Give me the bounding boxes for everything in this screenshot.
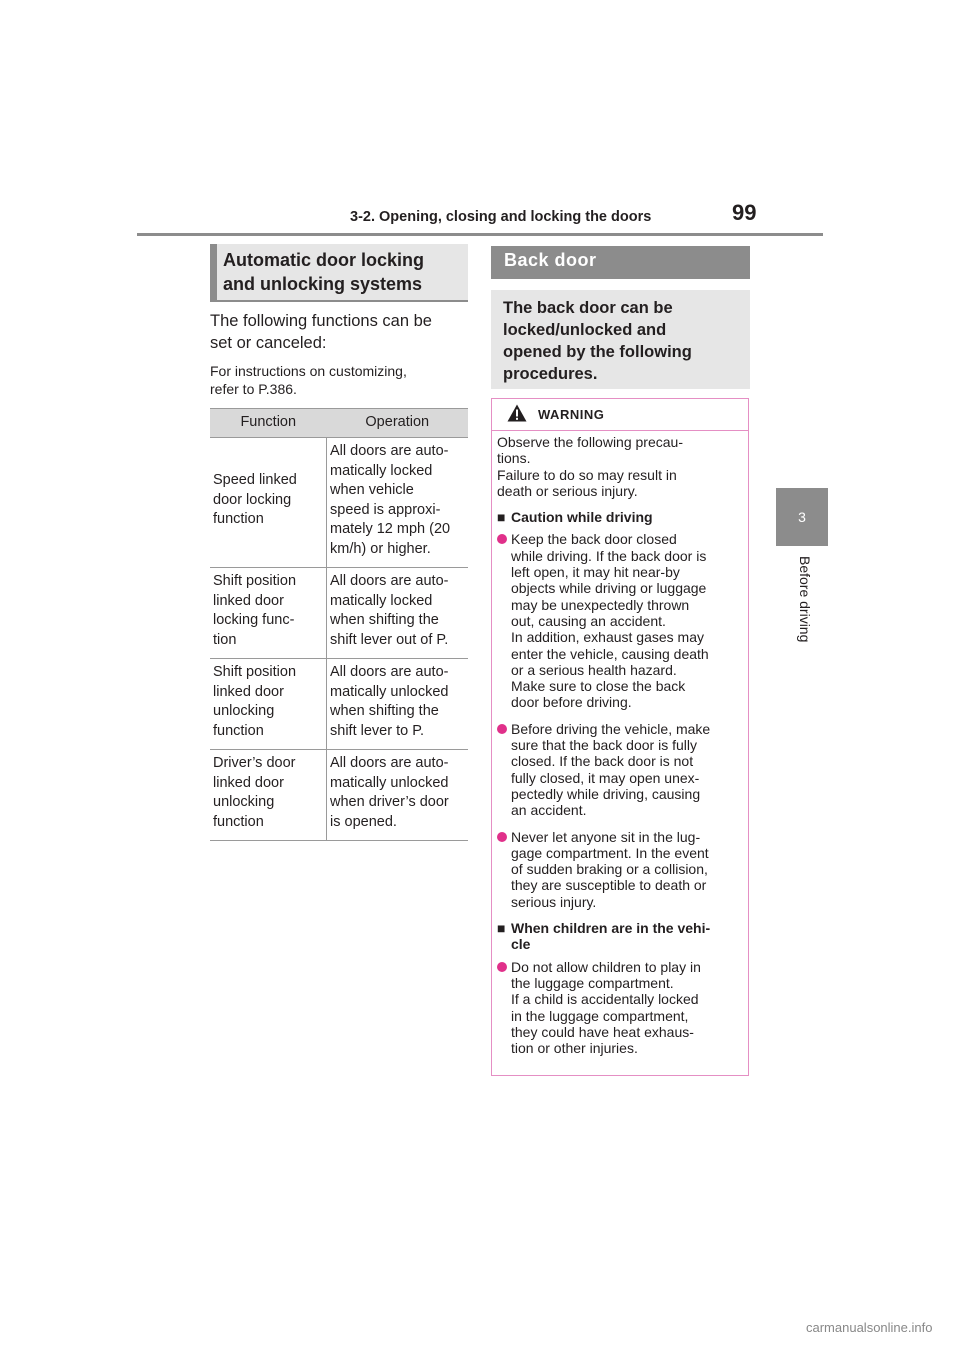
bullet-dot-icon [497, 534, 507, 544]
cell-line: function [213, 813, 264, 830]
cell-line: when shifting the [330, 703, 439, 719]
text-line: sure that the back door is fully [511, 737, 697, 754]
bullet-dot-icon [497, 832, 507, 842]
cell-line: Driver’s door [213, 755, 296, 771]
warning-bullet [497, 959, 741, 1057]
function-cell [210, 750, 327, 841]
text-line: tions. [497, 450, 531, 467]
intro-text [210, 310, 470, 354]
text-line: in the luggage compartment, [511, 1007, 689, 1024]
operation-cell [327, 659, 469, 750]
cell-line: when shifting the [330, 612, 439, 628]
text-line: closed. If the back door is not [511, 753, 694, 770]
cell-line: matically locked [330, 462, 433, 479]
warning-bullet [497, 829, 741, 910]
warning-subhead [497, 920, 741, 953]
text-line: objects while driving or luggage [511, 580, 707, 597]
text-line: enter the vehicle, causing death [511, 645, 709, 662]
running-header-title: 3-2. Opening, closing and locking the doors [350, 209, 652, 225]
cell-line: locking func- [213, 612, 295, 628]
text-line: the luggage compartment. [511, 974, 674, 991]
text-line: of sudden braking or a collision, [511, 861, 708, 878]
cell-line: mately 12 mph (20 [330, 521, 451, 537]
operation-cell [327, 438, 469, 568]
subheading-line: opened by the following [503, 343, 692, 361]
table-row [210, 750, 468, 841]
warning-bullet [497, 721, 741, 819]
subheading-line: procedures. [503, 365, 598, 383]
text-line: fully closed, it may open unex- [511, 769, 700, 786]
cell-line: All doors are auto- [330, 443, 449, 459]
header-rule [137, 233, 823, 236]
cell-line: tion [213, 631, 237, 648]
section-heading-door-locking [210, 244, 468, 302]
cell-line: linked door [213, 683, 284, 700]
subheading-line: locked/unlocked and [503, 321, 667, 339]
function-cell [210, 568, 327, 659]
cell-line: function [213, 722, 264, 739]
text-line: Never let anyone sit in the lug- [511, 828, 701, 845]
warning-body [492, 431, 748, 1056]
function-table [210, 408, 468, 841]
text-line: Do not allow children to play in [511, 958, 701, 975]
text-line: If a child is accidentally locked [511, 991, 699, 1008]
text-line: tion or other injuries. [511, 1040, 638, 1057]
text-line: left open, it may hit near-by [511, 564, 680, 581]
heading-line: Automatic door locking [223, 250, 425, 270]
cell-line: shift lever to P. [330, 722, 425, 739]
operation-cell [327, 750, 469, 841]
text-line: or a serious health hazard. [511, 661, 677, 678]
cell-line: Shift position [213, 664, 297, 680]
watermark: carmanualsonline.info [806, 1320, 933, 1335]
intro-line: set or canceled: [210, 334, 327, 352]
square-bullet-icon: ■ [497, 920, 506, 937]
text-line: pectedly while driving, causing [511, 785, 701, 802]
chapter-label [795, 556, 815, 666]
text-line: Make sure to close the back [511, 678, 686, 695]
table-row [210, 659, 468, 750]
subhead-text: cle [511, 936, 531, 953]
text-line: In addition, exhaust gases may [511, 629, 705, 646]
subhead-text: When children are in the vehi- [511, 920, 711, 937]
note-line: For instructions on customizing, [210, 363, 407, 379]
warning-title: WARNING [538, 407, 605, 422]
text-line: Before driving the vehicle, make [511, 720, 711, 737]
chapter-tab: 3 [776, 488, 828, 546]
cell-line: unlocking [213, 794, 275, 810]
text-line: an accident. [511, 802, 587, 819]
cell-line: All doors are auto- [330, 664, 449, 680]
cell-line: linked door [213, 592, 284, 609]
text-line: serious injury. [511, 893, 597, 910]
cell-line: when vehicle [330, 482, 414, 498]
cell-line: All doors are auto- [330, 573, 449, 589]
subhead-text: Caution while driving [511, 509, 653, 526]
subheading-line: The back door can be [503, 299, 673, 317]
text-line: Keep the back door closed [511, 531, 677, 548]
warning-intro [497, 434, 741, 499]
text-line: gage compartment. In the event [511, 844, 709, 861]
cell-line: matically locked [330, 592, 433, 609]
text-line: death or serious injury. [497, 482, 638, 499]
cell-line: function [213, 511, 264, 528]
warning-bullet [497, 531, 741, 710]
chapter-label-text: Before driving [797, 556, 813, 643]
cell-line: when driver’s door [330, 794, 449, 810]
bullet-dot-icon [497, 962, 507, 972]
cell-line: km/h) or higher. [330, 540, 431, 557]
function-cell [210, 659, 327, 750]
text-line: they could have heat exhaus- [511, 1023, 694, 1040]
warning-subhead [497, 509, 741, 525]
text-line: Observe the following precau- [497, 434, 683, 450]
heading-line: and unlocking systems [223, 274, 423, 294]
cell-line: matically unlocked [330, 683, 449, 700]
cell-line: Shift position [213, 573, 297, 589]
customizing-note [210, 362, 470, 398]
function-cell [210, 438, 327, 568]
text-line: out, causing an accident. [511, 612, 666, 629]
operation-cell [327, 568, 469, 659]
table-row [210, 438, 468, 568]
table-header-row [210, 409, 468, 438]
column-header-function: Function [210, 409, 327, 438]
text-line: may be unexpectedly thrown [511, 596, 690, 613]
square-bullet-icon: ■ [497, 509, 506, 526]
cell-line: linked door [213, 774, 284, 791]
text-line: while driving. If the back door is [511, 547, 707, 564]
cell-line: door locking [213, 491, 292, 508]
cell-line: Speed linked [213, 472, 297, 489]
cell-line: shift lever out of P. [330, 631, 449, 648]
page-number: 99 [732, 200, 757, 225]
note-line: refer to P.386. [210, 381, 297, 397]
warning-triangle-icon [507, 404, 527, 422]
cell-line: speed is approxi- [330, 501, 441, 518]
cell-line: unlocking [213, 703, 275, 719]
cell-line: is opened. [330, 813, 397, 830]
back-door-subheading [491, 290, 750, 389]
table-row [210, 568, 468, 659]
text-line: door before driving. [511, 694, 632, 711]
column-header-operation: Operation [327, 409, 469, 438]
intro-line: The following functions can be [210, 312, 432, 330]
text-line: Failure to do so may result in [497, 466, 677, 483]
warning-box [491, 398, 749, 1076]
cell-line: matically unlocked [330, 774, 449, 791]
cell-line: All doors are auto- [330, 755, 449, 771]
text-line: they are susceptible to death or [511, 877, 707, 894]
warning-header [492, 399, 748, 431]
bullet-dot-icon [497, 724, 507, 734]
section-heading-back-door: Back door [491, 246, 750, 279]
